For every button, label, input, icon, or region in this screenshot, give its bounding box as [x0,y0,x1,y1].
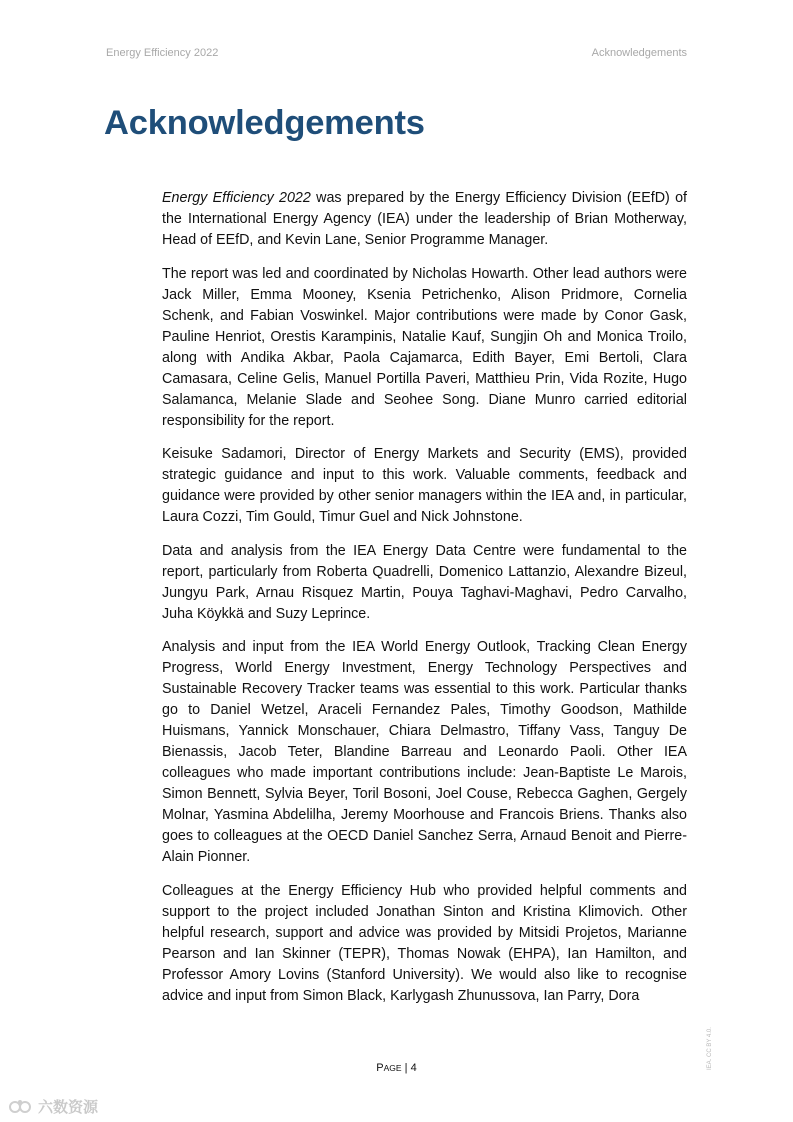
paragraph-1-text: was prepared by the Energy Efficiency Division (EEfD) of the International Energy Agency (IEA) under the leadership of Brian Motherway, Head of EEfD, and Kevin Lane, Senior Programme Manager. [162,190,688,248]
watermark [8,1096,98,1117]
page-number: 4 [410,1062,417,1074]
paragraph-3: Keisuke Sadamori, Director of Energy Markets and Security (EMS), provided strategic guidance and input to this work. Valuable comments, feedback and guidance were provided by other senior managers within the IEA and, in particular, Laura Cozzi, Tim Gould, Timur Guel and Nick Johnstone. [162,446,687,525]
paragraph-6: Colleagues at the Energy Efficiency Hub who provided helpful comments and support to the project included Jonathan Sinton and Kristina Klimovich. Other helpful research, support and advice was provided by Mitsidi Projetos, Marianne Pearson and Ian Skinner (TEPR), Thomas Nowak (EHPA), Ian Hamilton, and Professor Amory Lovins (Stanford University). We would also like to recognise advice and input from Simon Black, Karlygash Zhunussova, Ian Parry, Dora [162,882,687,1004]
paragraph-5: Analysis and input from the IEA World Energy Outlook, Tracking Clean Energy Progress, World Energy Investment, Energy Technology Perspectives and Sustainable Recovery Tracker teams was essential to this work. Particular thanks go to Daniel Wetzel, Araceli Fernandez Pales, Timothy Goodson, Mathilde Huismans, Yannick Monschauer, Chiara Delmastro, Tiffany Vass, Tanguy De Bienassis, Jacob Teter, Blandine Barreau and Leonardo Paoli. Other IEA colleagues who made important contributions include: Jean-Baptiste Le Marois, Simon Bennett, Sylvia Beyer, Toril Bosoni, Joel Couse, Rebecca Gaghen, Gergely Molnar, Yasmina Abdelilha, Jeremy Moorhouse and Francois Briens. Thanks also goes to colleagues at the OECD Daniel Sanchez Serra, Arnaud Benoit and Pierre-Alain Pionner. [162,639,687,865]
page-label-rest: AGE [383,1063,402,1073]
running-header-right: Acknowledgements [591,47,687,59]
page-label-first: P [376,1062,384,1074]
body-text [162,188,687,1019]
license-note: IEA. CC BY 4.0. [707,1027,713,1070]
watermark-text: 六数资源 [38,1099,99,1116]
paragraph-1 [162,188,687,251]
page-footer [0,1062,793,1074]
page-separator: | [401,1062,411,1074]
report-title-italic: Energy Efficiency 2022 [162,190,311,206]
watermark-logo-icon [8,1098,34,1116]
paragraph-4: Data and analysis from the IEA Energy Data Centre were fundamental to the report, particularly from Roberta Quadrelli, Domenico Lattanzio, Alexandre Bizeul, Jungyu Park, Arnau Risquez Martin, Pouya Taghavi-Maghavi, Pedro Carvalho, Juha Köykkä and Suzy Leprince. [162,542,687,622]
paragraph-2: The report was led and coordinated by Nicholas Howarth. Other lead authors were Jack Miller, Emma Mooney, Ksenia Petrichenko, Alison Pridmore, Cornelia Schenk, and Fabian Voswinkel. Major contributions were made by Conor Gask, Pauline Henriot, Orestis Karampinis, Natalie Kauf, Sungjin Oh and Monica Troilo, along with Andika Akbar, Paola Cajamarca, Edith Bayer, Emi Bertoli, Clara Camasara, Celine Gelis, Manuel Portilla Paveri, Matthieu Prin, Vida Rozite, Hugo Salamanca, Melanie Slade and Seohee Song. Diane Munro carried editorial responsibility for the report. [162,265,687,429]
running-header-left: Energy Efficiency 2022 [106,47,219,59]
page-title: Acknowledgements [104,104,425,142]
